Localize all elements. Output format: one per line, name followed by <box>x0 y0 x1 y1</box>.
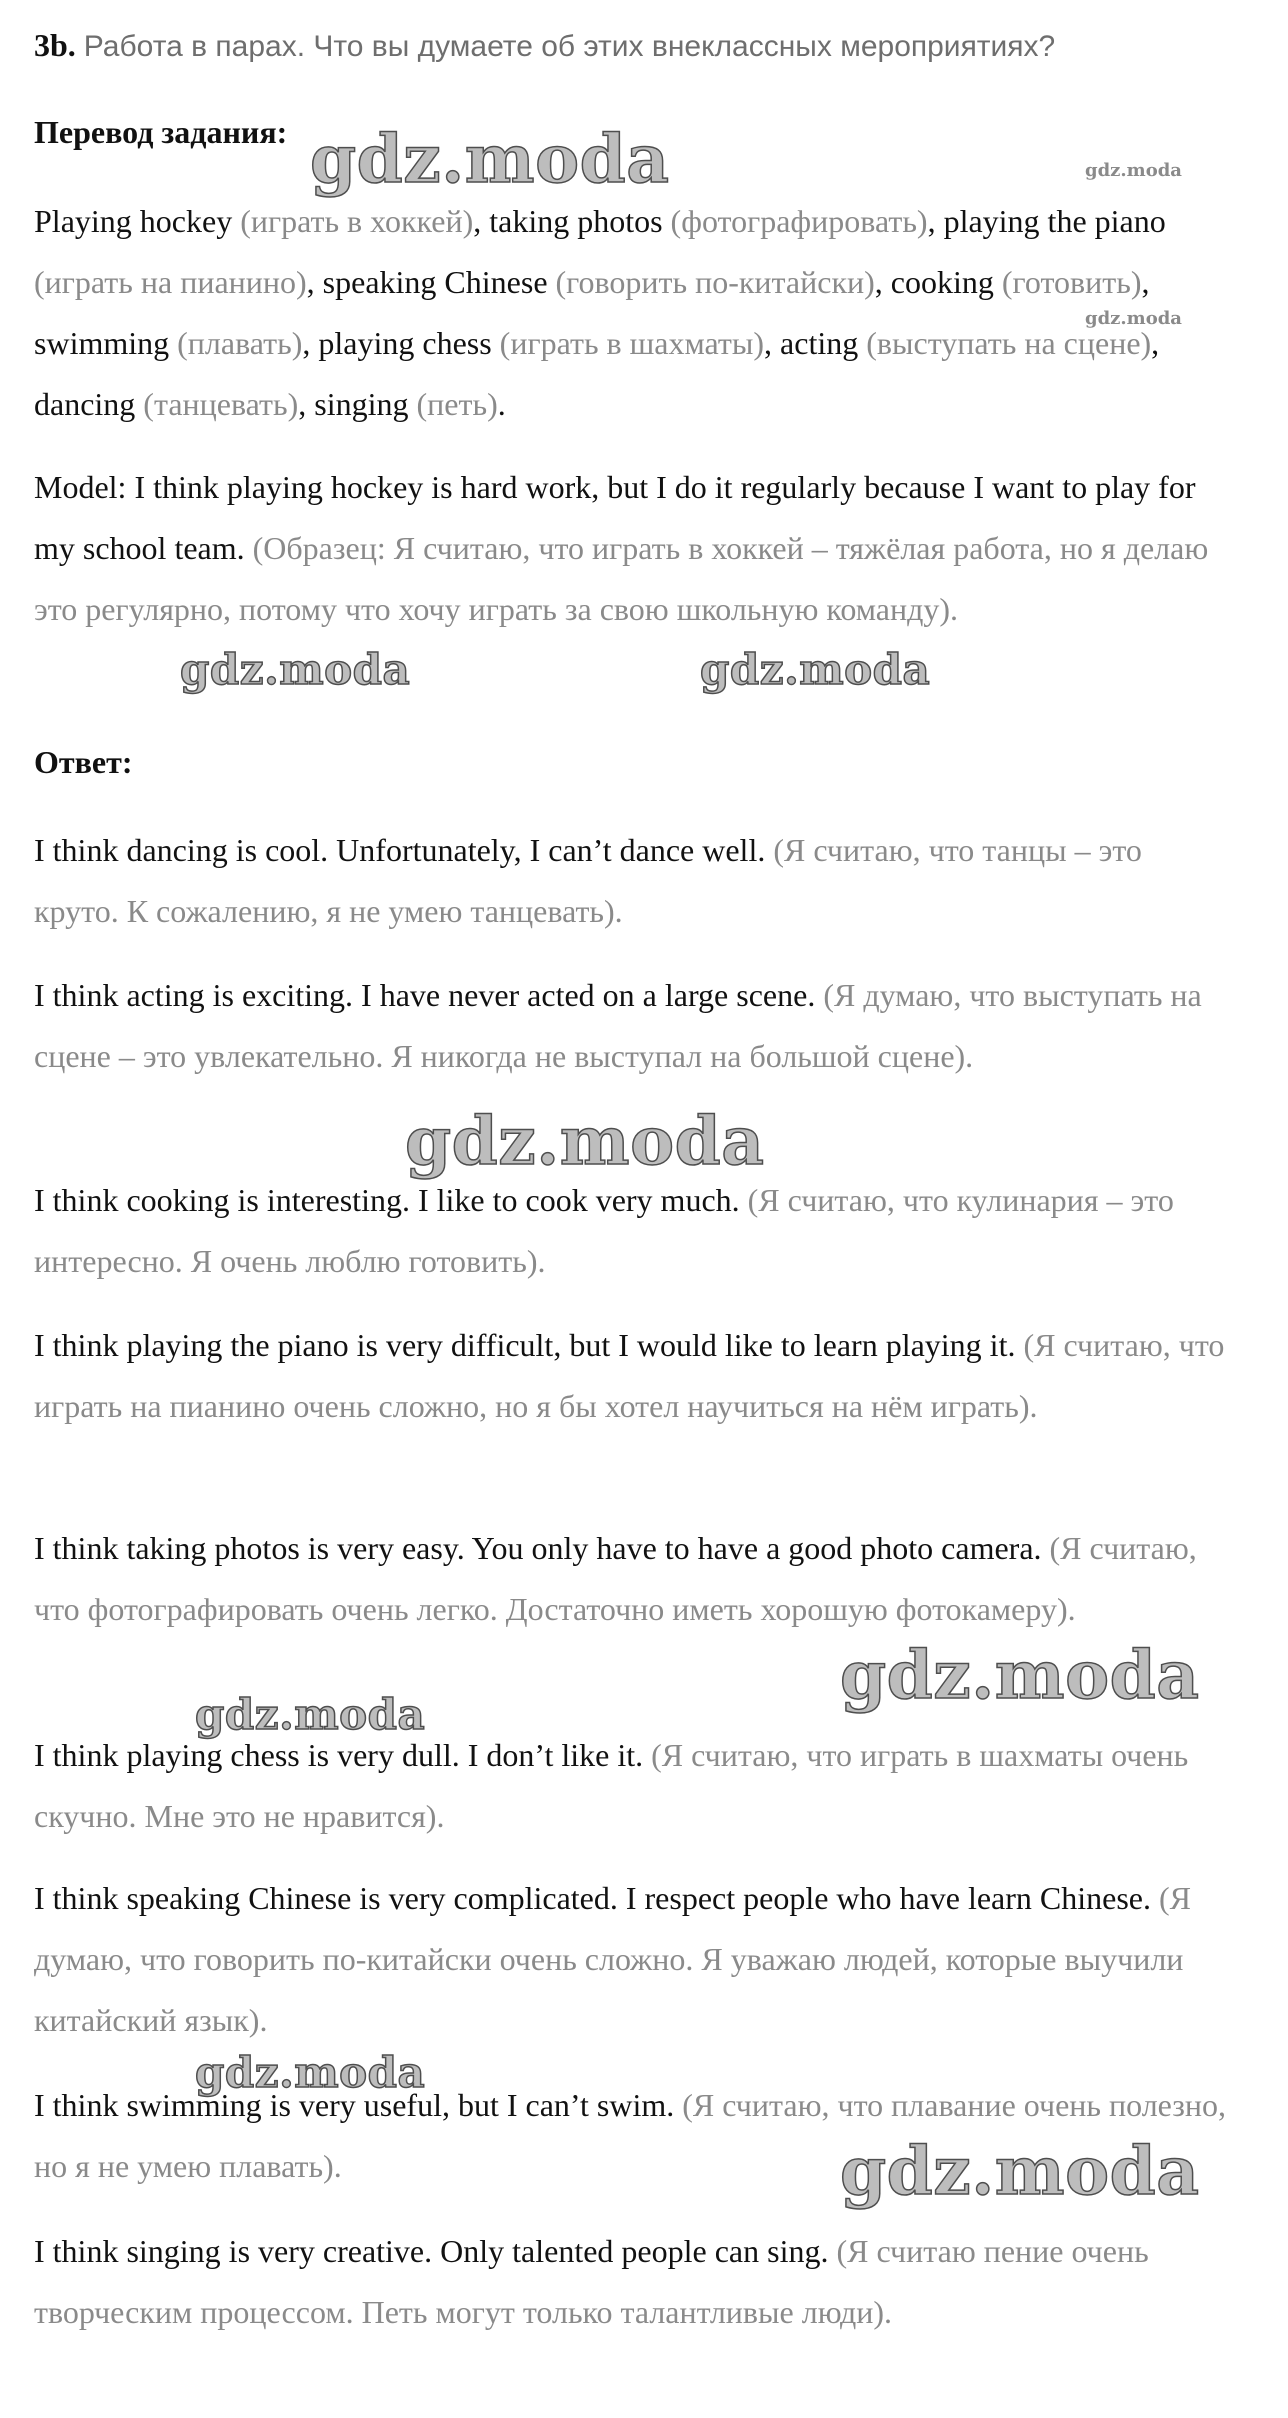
answer-item: I think swimming is very useful, but I can’t swim. (Я считаю, что плавание очень полезно, но я не умею плавать). <box>34 2087 1227 2184</box>
watermark: gdz.moda <box>840 1636 1200 1714</box>
watermark: gdz.moda <box>1085 308 1182 329</box>
watermark: gdz.moda <box>180 645 411 694</box>
answer-item: I think acting is exciting. I have never acted on a large scene. (Я думаю, что выступать на сцене – это увлекательно. Я никогда не выступал на большой сцене). <box>34 977 1202 1074</box>
translation-heading: Перевод задания: <box>34 114 288 150</box>
answer-item: I think speaking Chinese is very complicated. I respect people who have learn Chinese. (Я думаю, что говорить по-китайски очень сложно. Я уважаю людей, которые выучили китайский язык). <box>34 1880 1191 2038</box>
watermark: gdz.moda <box>195 1690 426 1739</box>
activity: swimming (плавать), <box>34 325 319 361</box>
watermark: gdz.moda <box>405 1102 765 1180</box>
watermark: gdz.moda <box>840 2132 1200 2210</box>
activity: dancing (танцевать), <box>34 386 315 422</box>
model-en: Model: I think playing hockey is hard work, but I do it regularly because I want to play for my school team. <box>34 469 1196 566</box>
activity: playing chess (играть в шахматы), <box>318 325 781 361</box>
answer-item: I think dancing is cool. Unfortunately, I can’t dance well. (Я считаю, что танцы – это круто. К сожалению, я не умею танцевать). <box>34 832 1142 929</box>
answer-item: I think playing the piano is very difficult, but I would like to learn playing it. (Я считаю, что играть на пианино очень сложно, но я бы хотел научиться на нём играть). <box>34 1327 1225 1424</box>
activity: cooking (готовить), <box>890 264 1150 300</box>
answer-item: I think playing chess is very dull. I don’t like it. (Я считаю, что играть в шахматы очень скучно. Мне это не нравится). <box>34 1737 1189 1834</box>
task-number: 3b. <box>34 27 76 63</box>
watermark: gdz.moda <box>195 2048 426 2097</box>
answer-item: I think cooking is interesting. I like to cook very much. (Я считаю, что кулинария – это интересно. Я очень люблю готовить). <box>34 1182 1174 1279</box>
answer-heading: Ответ: <box>34 744 133 780</box>
answer-item: I think singing is very creative. Only talented people can sing. (Я считаю пение очень творческим процессом. Петь могут только талантливые люди). <box>34 2233 1149 2330</box>
task-line <box>34 22 1055 70</box>
activity: acting (выступать на сцене), <box>780 325 1160 361</box>
model-ru: (Образец: Я считаю, что играть в хоккей – тяжёлая работа, но я делаю это регулярно, потому что хочу играть за свою школьную команду). <box>34 530 1209 627</box>
watermark: gdz.moda <box>700 645 931 694</box>
answer-item: I think taking photos is very easy. You only have to have a good photo camera. (Я считаю, что фотографировать очень легко. Достаточно иметь хорошую фотокамеру). <box>34 1530 1197 1627</box>
activity: singing (петь). <box>314 386 506 422</box>
activity: taking photos (фотографировать), <box>489 203 944 239</box>
watermark: gdz.moda <box>1085 160 1182 181</box>
activities-paragraph <box>34 191 1229 435</box>
task-text: Работа в парах. Что вы думаете об этих внеклассных мероприятиях? <box>83 30 1056 63</box>
activity: playing the piano (играть на пианино), <box>34 203 1166 300</box>
activity: speaking Chinese (говорить по-китайски), <box>322 264 891 300</box>
model-paragraph <box>34 457 1229 640</box>
activity: Playing hockey (играть в хоккей), <box>34 203 490 239</box>
watermark: gdz.moda <box>310 120 670 198</box>
